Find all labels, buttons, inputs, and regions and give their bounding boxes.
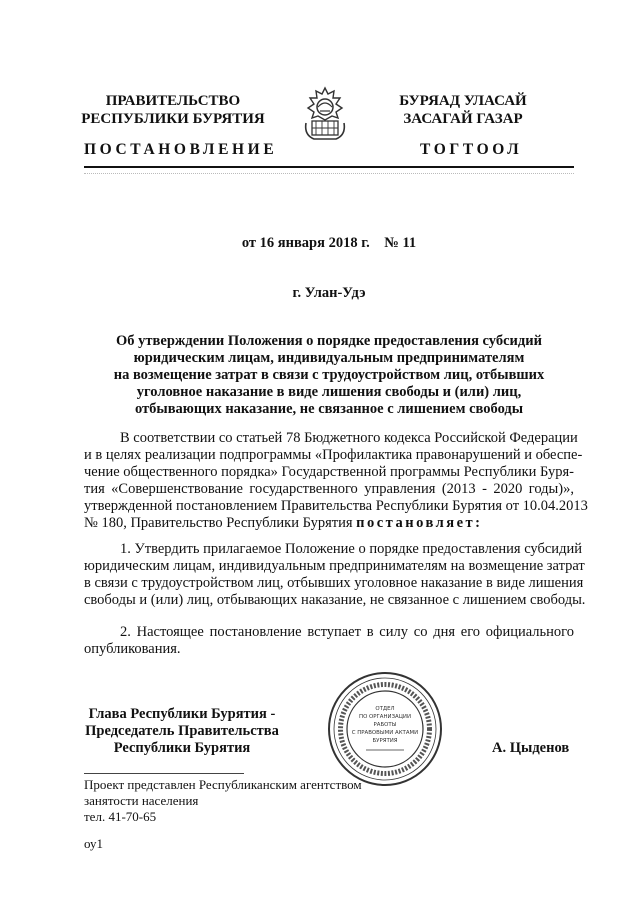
item-1-paragraph: [84, 541, 586, 609]
title-line: отбывающих наказание, не связанное с лишением свободы: [134, 401, 524, 417]
item-line: 1. Утвердить прилагаемое Положение о порядке предоставления субсидий: [120, 541, 582, 557]
item-line: в связи с трудоустройством лиц, отбывших уголовное наказание в виде лишения: [84, 575, 584, 591]
stamp-text: ОТДЕЛ: [375, 706, 395, 712]
header-dotted-divider: [84, 173, 574, 174]
preamble-line: и в целях реализации подпрограммы «Профилактика правонарушений и обеспе-: [84, 447, 583, 463]
footer-note: [84, 777, 362, 825]
header-left-line1: ПРАВИТЕЛЬСТВО: [105, 93, 241, 109]
preamble-line: тия «Совершенствование государственного управления (2013 - 2020 годы)»,: [84, 481, 574, 497]
resolves-word: постановляет:: [356, 515, 483, 531]
preamble-line: чение общественного порядка» Государственной программы Республики Буря-: [84, 464, 574, 480]
item-line: свободы и (или) лиц, отбывающих наказание, не связанное с лишением свободы.: [84, 592, 586, 608]
document-date-number: от 16 января 2018 г. № 11: [241, 235, 417, 251]
buryatia-emblem-icon: [300, 85, 350, 143]
stamp-text: БУРЯТИЯ: [372, 738, 398, 744]
stamp-text: РАБОТЫ: [373, 722, 397, 728]
document-title: [84, 333, 574, 418]
header-left-line2: РЕСПУБЛИКИ БУРЯТИЯ: [81, 111, 265, 127]
item-line: юридическим лицам, индивидуальным предпринимателям на возмещение затрат: [84, 558, 585, 574]
footer-divider: [84, 773, 244, 774]
title-line: юридическим лицам, индивидуальным предпринимателям: [133, 350, 525, 366]
header-left: [78, 92, 268, 128]
preamble-paragraph: [84, 430, 588, 532]
header-right-line1: БУРЯАД УЛАСАЙ: [399, 93, 527, 109]
document-city: г. Улан-Удэ: [292, 285, 366, 301]
stamp-text: С ПРАВОВЫМИ АКТАМИ: [351, 730, 419, 736]
document-kind-right: ТОГТООЛ: [420, 141, 523, 158]
preamble-line: [84, 515, 574, 532]
signature-position-line: Глава Республики Бурятия -: [88, 706, 276, 722]
title-line: Об утверждении Положения о порядке предоставления субсидий: [116, 333, 542, 349]
preamble-line: утвержденной постановлением Правительства Республики Бурятия от 10.04.2013: [84, 498, 588, 514]
footer-line: занятости населения: [84, 793, 199, 808]
footer-line: тел. 41-70-65: [84, 809, 157, 824]
document-kind-left: ПОСТАНОВЛЕНИЕ: [84, 141, 278, 158]
footer-line: Проект представлен Республиканским агентством: [84, 777, 362, 792]
stamp-text: ПО ОРГАНИЗАЦИИ: [359, 714, 411, 720]
signature-position: [84, 706, 280, 757]
document-code: оу1: [84, 836, 104, 851]
header-right-line2: ЗАСАГАЙ ГАЗАР: [403, 111, 523, 127]
signature-position-line: Республики Бурятия: [113, 740, 251, 756]
official-stamp-icon: [326, 670, 444, 788]
title-line: уголовное наказание в виде лишения свободы и (или) лиц,: [136, 384, 522, 400]
item-line: опубликования.: [84, 641, 181, 657]
preamble-last-text: № 180, Правительство Республики Бурятия: [84, 515, 353, 531]
title-line: на возмещение затрат в связи с трудоустройством лиц, отбывших: [113, 367, 545, 383]
header-right: [388, 92, 538, 128]
signer-name: А. Цыденов: [492, 740, 570, 756]
preamble-line: В соответствии со статьей 78 Бюджетного кодекса Российской Федерации: [120, 430, 578, 446]
item-line: 2. Настоящее постановление вступает в силу со дня его официального: [120, 624, 574, 640]
header-divider: [84, 166, 574, 168]
signature-position-line: Председатель Правительства: [85, 723, 279, 739]
item-2-paragraph: [84, 624, 574, 658]
